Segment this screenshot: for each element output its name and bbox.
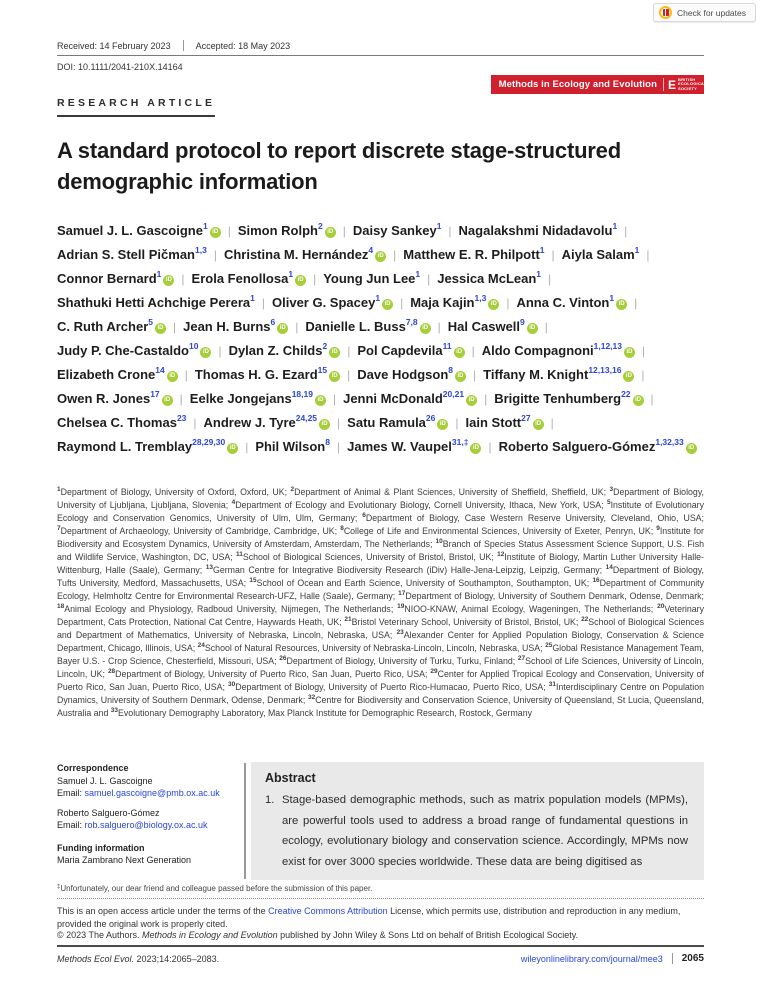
author: Nagalakshmi Nidadavolu$^1$	[458, 221, 618, 238]
author: Christina M. Hernández$^4$iD	[224, 243, 386, 266]
doi: DOI: 10.1111/2041-210X.14164	[57, 62, 183, 72]
orcid-icon[interactable]: iD	[686, 443, 697, 454]
footer-row	[57, 953, 704, 964]
author-separator: |	[313, 272, 317, 286]
author: Simon Rolph$^2$iD	[238, 219, 336, 242]
orcid-icon[interactable]: iD	[319, 419, 330, 430]
wiley-journal-link[interactable]: wileyonlinelibrary.com/journal/mee3	[520, 953, 663, 964]
author-separator: |	[347, 344, 351, 358]
author: Iain Stott$^{27}$iD	[466, 411, 544, 434]
author-separator: |	[641, 368, 645, 382]
orcid-icon[interactable]: iD	[315, 395, 326, 406]
abstract-item-number: 1.	[265, 794, 275, 806]
author: Tiffany M. Knight$^{12,13,16}$iD	[483, 363, 634, 386]
author: Satu Ramula$^{26}$iD	[347, 411, 448, 434]
orcid-icon[interactable]: iD	[295, 275, 306, 286]
footer-divider	[672, 953, 673, 964]
orcid-icon[interactable]: iD	[623, 371, 634, 382]
orcid-icon[interactable]: iD	[155, 323, 166, 334]
author-separator: |	[544, 320, 548, 334]
author-separator: |	[550, 416, 554, 430]
author: Brigitte Tenhumberg$^{22}$iD	[494, 387, 643, 410]
author-separator: |	[455, 416, 459, 430]
author-separator: |	[551, 248, 555, 262]
orcid-icon[interactable]: iD	[455, 371, 466, 382]
author-separator: |	[400, 296, 404, 310]
author-separator: |	[437, 320, 441, 334]
author: Dylan Z. Childs$^2$iD	[229, 339, 341, 362]
author: Jean H. Burns$^6$iD	[183, 315, 288, 338]
correspondence-abstract-row	[57, 762, 704, 880]
author: Maja Kajin$^{1,3}$iD	[410, 291, 499, 314]
deceased-footnote: ‡Unfortunately, our dear friend and colleague passed before the submission of this paper.	[57, 884, 373, 893]
contact-block	[57, 807, 237, 832]
orcid-icon[interactable]: iD	[277, 323, 288, 334]
journal-title: Methods in Ecology and Evolution	[498, 79, 657, 90]
orcid-icon[interactable]: iD	[488, 299, 499, 310]
author-separator: |	[634, 296, 638, 310]
abstract-box	[251, 762, 704, 880]
orcid-icon[interactable]: iD	[466, 395, 477, 406]
orcid-icon[interactable]: iD	[454, 347, 465, 358]
author-separator: |	[184, 368, 188, 382]
orcid-icon[interactable]: iD	[375, 251, 386, 262]
dotted-rule	[57, 898, 704, 899]
author-separator: |	[193, 416, 197, 430]
author: Hal Caswell$^9$iD	[448, 315, 538, 338]
author-separator: |	[181, 272, 185, 286]
email-link[interactable]: rob.salguero@biology.ox.ac.uk	[84, 820, 208, 830]
author-separator: |	[484, 392, 488, 406]
orcid-icon[interactable]: iD	[382, 299, 393, 310]
correspondence-heading: Correspondence	[57, 763, 129, 773]
author-separator: |	[172, 320, 177, 334]
footer-rule	[57, 945, 704, 947]
author: Jessica McLean$^1$	[437, 269, 542, 286]
open-access-note: This is an open access article under the terms of the Creative Commons Attribution License, which permits use, distribution and reproduction in any medium, provided the original work is properly cited.	[57, 906, 681, 929]
author: Elizabeth Crone$^{14}$iD	[57, 363, 178, 386]
author: Anna C. Vinton$^1$iD	[516, 291, 627, 314]
author: Shathuki Hetti Achchige Perera$^1$	[57, 293, 255, 310]
creative-commons-link[interactable]: Creative Commons Attribution	[268, 906, 388, 916]
abstract-heading: Abstract	[265, 771, 316, 785]
author-separator: |	[295, 320, 299, 334]
contact-name: Roberto Salguero-Gómez	[57, 807, 160, 818]
author-separator: |	[179, 392, 183, 406]
orcid-icon[interactable]: iD	[437, 419, 448, 430]
orcid-icon[interactable]: iD	[624, 347, 635, 358]
author: Matthew E. R. Philpott$^1$	[403, 245, 545, 262]
author: Jenni McDonald$^{20,21}$iD	[343, 387, 477, 410]
header-rule	[57, 55, 704, 56]
author: Oliver G. Spacey$^1$iD	[272, 291, 393, 314]
author-separator: |	[261, 296, 265, 310]
author: Aiyla Salam$^1$	[561, 245, 640, 262]
author: Eelke Jongejans$^{18,19}$iD	[190, 387, 326, 410]
accepted-date: Accepted: 18 May 2023	[195, 40, 291, 51]
copyright-line: © 2023 The Authors. Methods in Ecology and Evolution published by John Wiley & Sons Ltd on behalf of British Ecological Society.	[57, 930, 579, 940]
author-separator: |	[650, 392, 654, 406]
orcid-icon[interactable]: iD	[325, 227, 336, 238]
check-for-updates-button[interactable]	[653, 3, 756, 22]
author-separator: |	[393, 248, 397, 262]
paper-title: A standard protocol to report discrete stage-structured demographic information	[57, 138, 621, 194]
author-separator: |	[337, 416, 341, 430]
author-separator: |	[548, 272, 552, 286]
author: Raymond L. Tremblay$^{28,29,30}$iD	[57, 435, 238, 458]
author-separator: |	[427, 272, 431, 286]
author-separator: |	[642, 344, 646, 358]
page-number: 2065	[681, 953, 704, 964]
orcid-icon[interactable]: iD	[633, 395, 644, 406]
bes-logo-icon: E BRITISH ECOLOGICAL SOCIETY	[663, 78, 700, 92]
author: Adrian S. Stell Pičman$^{1,3}$	[57, 245, 207, 262]
received-date: Received: 14 February 2023	[57, 40, 171, 51]
author: Connor Bernard$^1$iD	[57, 267, 174, 290]
author: Erola Fenollosa$^1$iD	[192, 267, 307, 290]
author: Owen R. Jones$^{17}$iD	[57, 387, 173, 410]
email-label: Email:	[57, 788, 85, 798]
orcid-icon[interactable]: iD	[616, 299, 627, 310]
funding-text: Maria Zambrano Next Generation	[57, 855, 192, 865]
orcid-icon[interactable]: iD	[329, 347, 340, 358]
author: Danielle L. Buss$^{7,8}$iD	[305, 315, 430, 338]
author-separator: |	[245, 440, 249, 454]
author-separator: |	[332, 392, 337, 406]
author: Phil Wilson$^8$	[255, 437, 330, 454]
citation: Methods Ecol Evol. 2023;14:2065–2083.	[57, 953, 220, 964]
author-separator: |	[227, 224, 231, 238]
article-type: RESEARCH ARTICLE	[57, 93, 704, 117]
email-label: Email:	[57, 820, 85, 830]
orcid-icon[interactable]: iD	[200, 347, 211, 358]
author-separator: |	[213, 248, 217, 262]
author: Daisy Sankey$^1$	[352, 221, 442, 238]
author-separator: |	[342, 224, 346, 238]
author-separator: |	[646, 248, 650, 262]
email-link[interactable]: samuel.gascoigne@pmb.ox.ac.uk	[84, 788, 220, 798]
author: Thomas H. G. Ezard$^{15}$iD	[195, 363, 340, 386]
author: Young Jun Lee$^1$	[323, 269, 421, 286]
column-divider	[244, 763, 246, 879]
abstract-item-text: Stage-based demographic methods, such as matrix population models (MPMs), are powerful tools used to address a broad range of fundamental questions in ecology, evolutionary biology and conservation science. Accordingly, MPMs now exist for over 3000 species worldwide. These data are being digitised as	[282, 794, 688, 868]
author: Judy P. Che-Castaldo$^{10}$iD	[57, 339, 211, 362]
contact-block	[57, 775, 237, 800]
affiliation-list: $^1$Department of Biology, University of Oxford, Oxford, UK; $^2$Department of Animal & Plant Sciences, University of Sheffield, Sheffield, UK; $^3$Department of Biology, University of Ljubljana, Ljubljana, Slovenia; $^4$Department of Ecology and Evolutionary Biology, Cornell University, Ithaca, New York, USA; $^5$Institute of Evolutionary Ecology and Conservation Genomics, University of Ulm, Ulm, Germany; $^6$Department of Biology, Case Western Reserve University, Cleveland, Ohio, USA; $^7$Department of Archaeology, University of Cambridge, Cambridge, UK; $^8$College of Life and Environmental Sciences, University of Exeter, Penryn, UK; $^9$Institute for Biodiversity and Ecosystem Dynamics, University of Amsterdam, Amsterdam, The Netherlands; $^{10}$Branch of Species Status Assessment Science Support, U.S. Fish and Wildlife Service, Washington, DC, USA; $^{11}$School of Biological Sciences, University of Bristol, Bristol, UK; $^{12}$Institute of Biology, Martin Luther University Halle-Wittenburg, Halle (Saale), Germany; $^{13}$German Centre for Integrative Biodiversity Research (iDiv) Halle-Jena-Leipzig, Leipzig, Germany; $^{14}$Department of Biology, Tufts University, Medford, Massachusetts, USA; $^{15}$School of Ocean and Earth Science, University of Southampton, Southampton, UK; $^{16}$Department of Community Ecology, Helmholtz Centre for Environmental Research-UFZ, Halle (Saale), Germany; $^{17}$Department of Biology, University of Southern Denmark, Odense, Denmark; $^{18}$Animal Ecology and Physiology, Radboud University, Nijmegen, The Netherlands; $^{19}$NIOO-KNAW, Animal Ecology, Wageningen, The Netherlands; $^{20}$Veterinary Department, Cats Protection, National Cat Centre, Haywards Heath, UK; $^{21}$Bristol Veterinary School, University of Bristol, Bristol, UK; $^{22}$School of Biological Sciences and Department of Mathematics, University of Nebraska, Lincoln, Nebraska, USA; $^{23}$Alexander Center for Applied Population Biology, Conservation & Science Department, Chicago, Illinois, USA; $^{24}$School of Natural Resources, University of Nebraska-Lincoln, Lincoln, Nebraska, USA; $^{25}$Global Resistance Management Team, Bayer U.S. - Crop Science, Chesterfield, Missouri, USA; $^{26}$Department of Biology, University of Turku, Turku, Finland; $^{27}$School of Life Sciences, University of Lincoln, Lincoln, UK; $^{28}$Department of Biology, University of Puerto Rico, San Juan, Puerto Rico, USA; $^{29}$Center for Applied Tropical Ecology and Conservation, University of Puerto Rico, San Juan, Puerto Rico, USA; $^{30}$Department of Biology, University of Puerto Rico-Humacao, Puerto Rico, USA; $^{31}$Interdisciplinary Centre on Population Dynamics, University of Southern Denmark, Odense, Denmark; $^{32}$Centre for Biodiversity and Conservation Science, University of Queensland, St Lucia, Queensland, Australia and $^{33}$Evolutionary Demography Laboratory, Max Planck Institute for Demographic Research, Rostock, Germany	[57, 486, 705, 718]
author-separator: |	[471, 344, 475, 358]
journal-logo-badge[interactable]	[491, 75, 707, 94]
author-separator: |	[624, 224, 628, 238]
orcid-icon[interactable]: iD	[227, 443, 238, 454]
author: Aldo Compagnoni$^{1,12,13}$iD	[482, 339, 635, 362]
crossmark-icon	[659, 6, 672, 19]
author: Chelsea C. Thomas$^{23}$	[57, 413, 187, 430]
author-separator: |	[473, 368, 477, 382]
orcid-icon[interactable]: iD	[162, 395, 173, 406]
dates-row	[57, 40, 704, 51]
orcid-icon[interactable]: iD	[527, 323, 538, 334]
author: Pol Capdevila$^{11}$iD	[357, 339, 464, 362]
check-for-updates-label: Check for updates	[677, 7, 746, 18]
orcid-icon[interactable]: iD	[420, 323, 431, 334]
author: Samuel J. L. Gascoigne$^1$iD	[57, 219, 221, 242]
author: C. Ruth Archer$^5$iD	[57, 315, 166, 338]
author-list	[57, 219, 704, 459]
author: Andrew J. Tyre$^{24,25}$iD	[204, 411, 331, 434]
orcid-icon[interactable]: iD	[329, 371, 340, 382]
author-separator: |	[218, 344, 222, 358]
dates-divider	[183, 40, 184, 51]
author: James W. Vaupel$^{31,\ddagger}$iD	[347, 435, 481, 458]
contact-name: Samuel J. L. Gascoigne	[57, 775, 153, 786]
author-separator: |	[506, 296, 510, 310]
author: Roberto Salguero-Gómez$^{1,32,33}$iD	[499, 435, 697, 458]
funding-heading: Funding information	[57, 842, 145, 853]
orcid-icon[interactable]: iD	[163, 275, 174, 286]
orcid-icon[interactable]: iD	[210, 227, 221, 238]
abstract-item	[265, 790, 688, 872]
orcid-icon[interactable]: iD	[470, 443, 481, 454]
author-separator: |	[347, 368, 351, 382]
orcid-icon[interactable]: iD	[167, 371, 178, 382]
orcid-icon[interactable]: iD	[533, 419, 544, 430]
author: Dave Hodgson$^8$iD	[357, 363, 466, 386]
correspondence-block	[57, 762, 237, 880]
author-separator: |	[337, 440, 341, 454]
author-separator: |	[488, 440, 492, 454]
author-separator: |	[448, 224, 452, 238]
